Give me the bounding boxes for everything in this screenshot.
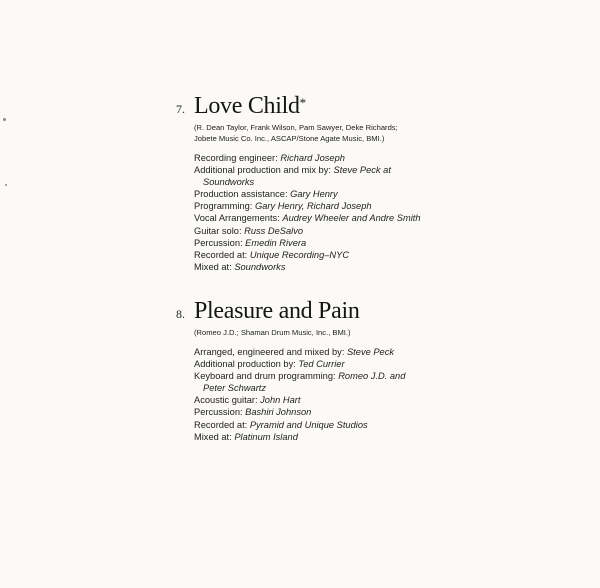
credit-role: Arranged, engineered and mixed by: [194, 347, 347, 357]
credit-role: Vocal Arrangements: [194, 213, 283, 224]
credit-role: Programming: [194, 201, 255, 212]
credit-role: Mixed at: [194, 431, 235, 442]
credit-name: Richard Joseph [280, 153, 345, 163]
credit-name: Pyramid and Unique Studios [249, 419, 368, 430]
credit-role: Acoustic guitar: [194, 395, 261, 406]
track-number: 8. [176, 307, 185, 321]
credit-name: Russ DeSalvo [244, 225, 304, 236]
track-title-line [172, 92, 582, 118]
credit-name: John Hart [260, 395, 301, 406]
credit-role: Percussion: [194, 237, 246, 248]
credit-line [194, 419, 582, 431]
credit-role: Additional production and mix by: [194, 165, 334, 176]
track-writers: (Romeo J.D.; Shaman Drum Music, Inc., BMI.) [194, 328, 351, 337]
track-title [194, 93, 306, 120]
credit-role: Recording engineer: [194, 153, 281, 163]
credit-name: Soundworks [234, 261, 286, 272]
credit-name: Unique Recording–NYC [249, 249, 350, 260]
credit-line [194, 358, 582, 370]
credit-name: Gary Henry, Richard Joseph [254, 201, 372, 212]
track-title [194, 298, 360, 325]
credit-name: Platinum Island [234, 431, 298, 442]
credit-name: Steve Peck [346, 347, 395, 357]
credit-role: Percussion: [194, 407, 246, 418]
credit-line [194, 200, 582, 212]
credit-role: Production assistance: [194, 189, 291, 200]
track-credits [194, 152, 582, 273]
track-7 [172, 92, 582, 273]
credit-line [194, 188, 582, 200]
credit-line [194, 370, 582, 382]
track-writers: (R. Dean Taylor, Frank Wilson, Pam Sawyer, Deke Richards; Jobete Music Co. Inc., ASCAP/Stone Agate Music, BMI.) [194, 123, 398, 143]
credit-name: Ted Currier [298, 359, 345, 370]
credit-line [194, 212, 582, 224]
credit-line [194, 152, 582, 164]
credit-role: Recorded at: [194, 419, 250, 430]
credit-name: Romeo J.D. and [338, 371, 406, 382]
track-title-asterisk: * [299, 95, 306, 110]
credit-line-continued [194, 176, 582, 188]
credit-role: Mixed at: [194, 261, 235, 272]
credit-line [194, 346, 582, 358]
track-title-text: Pleasure and Pain [194, 298, 360, 324]
credit-name: Bashiri Johnson [245, 407, 312, 418]
credit-line [194, 237, 582, 249]
credit-line [194, 394, 582, 406]
credit-name: Audrey Wheeler and Andre Smith [282, 213, 421, 224]
credit-role: Guitar solo: [194, 225, 245, 236]
credit-line [194, 225, 582, 237]
track-title-text: Love Child [194, 93, 300, 119]
credit-line [194, 431, 582, 443]
credit-line [194, 261, 582, 273]
credit-role: Additional production by: [194, 359, 299, 370]
paper-speck [5, 184, 7, 186]
track-title-line [172, 297, 582, 323]
credit-line-continued [194, 382, 582, 394]
track-credits [194, 346, 582, 443]
credit-line [194, 249, 582, 261]
credit-line [194, 406, 582, 418]
credit-name: Emedin Rivera [245, 237, 307, 248]
track-8 [172, 297, 582, 443]
credit-name: Steve Peck at [333, 165, 391, 176]
track-number: 7. [176, 102, 185, 116]
credit-line [194, 164, 582, 176]
credit-name: Gary Henry [290, 189, 338, 200]
paper-speck [3, 118, 6, 121]
credit-name: Peter Schwartz [203, 383, 267, 394]
credit-role: Keyboard and drum programming: [194, 371, 339, 382]
credit-name: Soundworks [203, 177, 255, 188]
credit-role: Recorded at: [194, 249, 250, 260]
